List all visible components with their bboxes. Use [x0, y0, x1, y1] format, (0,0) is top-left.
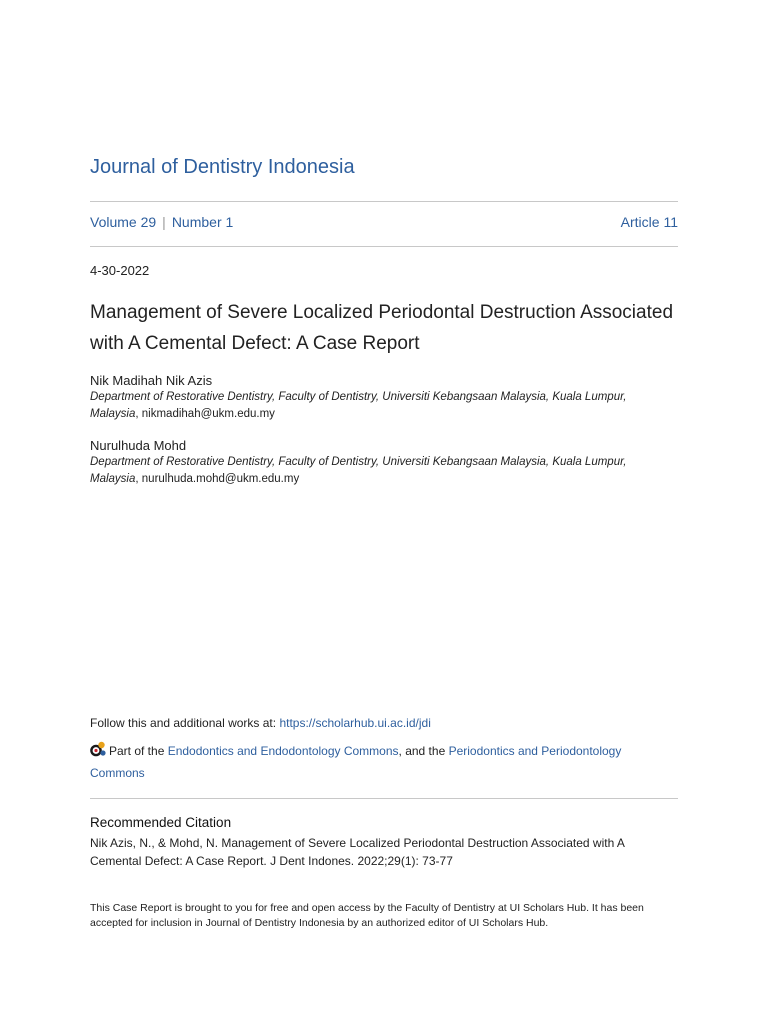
- divider-issue: [90, 246, 678, 247]
- commons-network-icon: [90, 741, 107, 758]
- part-of-middle: , and the: [398, 744, 449, 758]
- issue-info-row: [90, 214, 678, 230]
- author-affiliation: [90, 389, 678, 423]
- author-affiliation: [90, 454, 678, 488]
- journal-title-link[interactable]: Journal of Dentistry Indonesia: [90, 156, 355, 178]
- author-block: [90, 372, 678, 423]
- author-email: , nurulhuda.mohd@ukm.edu.my: [135, 473, 300, 485]
- author-name: Nik Madihah Nik Azis: [90, 373, 213, 388]
- cover-page: [90, 0, 678, 1024]
- follow-link[interactable]: https://scholarhub.ui.ac.id/jdi: [279, 716, 431, 730]
- volume-link[interactable]: Volume 29: [90, 214, 157, 230]
- affiliation-text: Department of Restorative Dentistry, Faculty of Dentistry, Universiti Kebangsaan Malaysia, Kuala Lumpur, Malaysia: [90, 456, 627, 485]
- author-block: [90, 437, 678, 488]
- part-of-line: [90, 740, 678, 784]
- follow-line: [90, 716, 431, 730]
- number-link[interactable]: Number 1: [171, 214, 234, 230]
- periodontics-commons-link[interactable]: Periodontics and Periodontology Commons: [90, 744, 622, 780]
- divider-top: [90, 201, 678, 202]
- citation-heading: Recommended Citation: [90, 815, 232, 830]
- publication-date: 4-30-2022: [90, 263, 150, 278]
- author-name: Nurulhuda Mohd: [90, 438, 187, 453]
- divider-citation: [90, 798, 678, 799]
- article-link[interactable]: Article 11: [620, 214, 678, 230]
- affiliation-text: Department of Restorative Dentistry, Faculty of Dentistry, Universiti Kebangsaan Malaysia, Kuala Lumpur, Malaysia: [90, 391, 627, 420]
- part-of-prefix: Part of the: [109, 744, 168, 758]
- follow-prefix: Follow this and additional works at:: [90, 716, 280, 730]
- access-footer-note: This Case Report is brought to you for free and open access by the Faculty of Dentistry at UI Scholars Hub. It has been accepted for inclusion in Journal of Dentistry Indonesia by an authorized editor of UI Scholars Hub.: [90, 902, 644, 929]
- article-title: Management of Severe Localized Periodontal Destruction Associated with A Cemental Defect: A Case Report: [90, 302, 674, 354]
- author-email: , nikmadihah@ukm.edu.my: [135, 408, 275, 420]
- issue-separator: |: [162, 214, 166, 230]
- endodontics-commons-link[interactable]: Endodontics and Endodontology Commons: [167, 744, 399, 758]
- citation-text: Nik Azis, N., & Mohd, N. Management of Severe Localized Periodontal Destruction Associated with A Cemental Defect: A Case Report. J Dent Indones. 2022;29(1): 73-77: [90, 836, 625, 868]
